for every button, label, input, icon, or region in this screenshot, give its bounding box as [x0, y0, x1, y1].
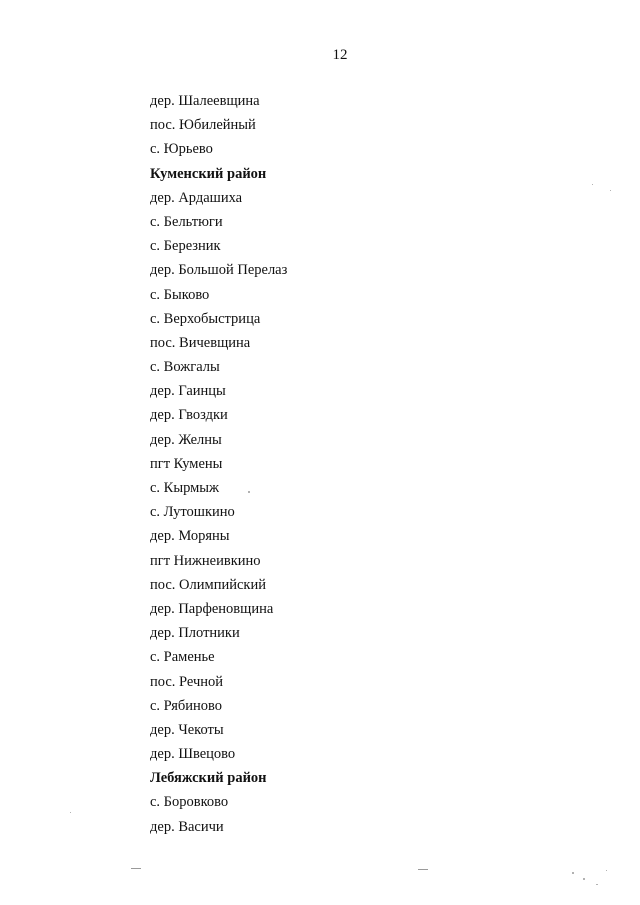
page-number: 12	[332, 47, 348, 63]
settlement-entry: пос. Олимпийский	[150, 576, 266, 593]
scan-speck	[592, 184, 593, 185]
settlement-entry: с. Березник	[150, 238, 221, 255]
settlement-entry: с. Кырмыж	[150, 480, 220, 496]
scan-speck	[248, 491, 250, 493]
settlement-entry: дер. Парфеновщина	[150, 600, 274, 617]
scan-speck	[418, 869, 428, 870]
settlement-entry: пос. Речной	[150, 673, 224, 690]
scan-speck	[596, 884, 598, 885]
settlement-entry: дер. Желны	[150, 431, 222, 448]
settlement-entry: с. Вожгалы	[150, 359, 220, 376]
settlement-entry: дер. Шалеевщина	[150, 93, 260, 109]
settlement-entry: дер. Моряны	[150, 528, 230, 545]
settlement-entry: с. Бельтюги	[150, 213, 223, 230]
settlement-entry: с. Лутошкино	[150, 504, 235, 521]
district-heading: Лебяжский район	[150, 770, 267, 787]
settlement-entry: с. Быково	[150, 286, 210, 303]
settlement-entry: с. Боровково	[150, 794, 229, 811]
scan-speck	[583, 878, 585, 880]
district-heading: Куменский район	[150, 165, 267, 182]
settlement-entry: дер. Ардашиха	[150, 189, 243, 206]
settlement-entry: дер. Плотники	[150, 625, 240, 642]
settlement-entry: дер. Гвоздки	[150, 407, 228, 424]
scan-speck	[131, 868, 141, 869]
settlement-entry: пос. Юбилейный	[150, 117, 256, 134]
settlement-entry: с. Юрьево	[150, 141, 213, 158]
settlement-entry: пгт Нижнеивкино	[150, 552, 261, 569]
settlement-entry: пос. Вичевщина	[150, 334, 251, 351]
settlement-entry: дер. Гаинцы	[150, 383, 226, 400]
settlement-entry: с. Верхобыстрица	[150, 310, 261, 327]
settlement-entry: с. Раменье	[150, 649, 215, 666]
scan-speck	[572, 872, 574, 874]
settlement-entry: дер. Швецово	[150, 746, 236, 763]
settlement-entry: дер. Васичи	[150, 818, 224, 835]
settlement-entry: дер. Чекоты	[150, 721, 224, 738]
settlement-entry: с. Рябиново	[150, 697, 223, 714]
settlement-entry: дер. Большой Перелаз	[150, 262, 288, 279]
settlement-entry: пгт Кумены	[150, 455, 223, 472]
scan-speck	[70, 812, 71, 813]
settlement-list	[150, 89, 287, 839]
scan-speck	[606, 870, 607, 871]
scan-speck	[610, 190, 611, 191]
